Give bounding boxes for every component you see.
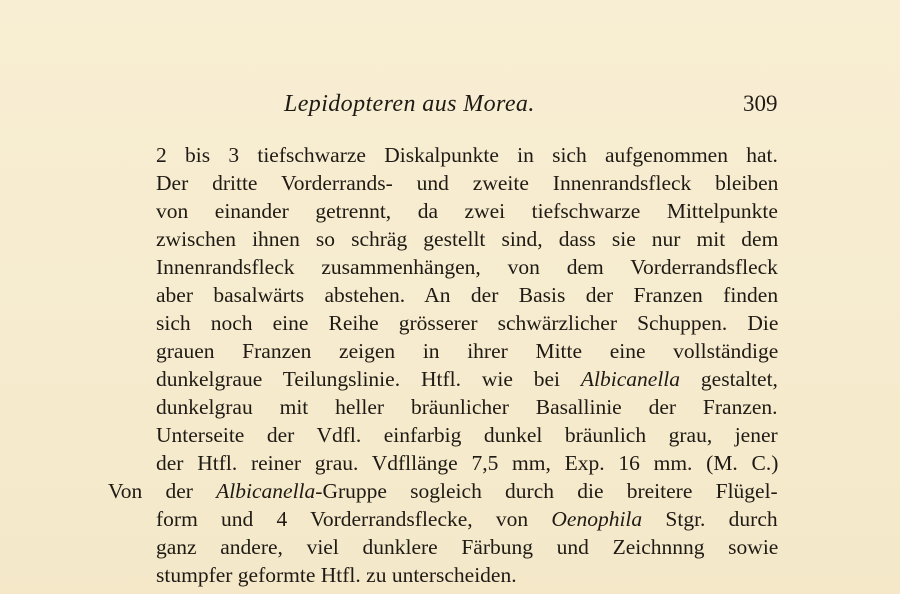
text-line: Unterseite der Vdfl. einfarbig dunkel bräunlich grau, jener xyxy=(156,423,778,447)
text-line: der Htfl. reiner grau. Vdfllänge 7,5 mm, Exp. 16 mm. (M. C.) xyxy=(156,451,779,475)
text-line: zwischen ihnen so schräg gestellt sind, dass sie nur mit dem xyxy=(156,227,779,251)
species-name: Albicanella xyxy=(580,367,681,391)
running-title: Lepidopteren aus Morea. xyxy=(284,91,535,117)
text-line: sich noch eine Reihe grösserer schwärzlicher Schuppen. Die xyxy=(156,311,779,335)
text-line: ganz andere, viel dunklere Färbung und Zeichnnng sowie xyxy=(156,535,779,559)
text-line: grauen Franzen zeigen in ihrer Mitte eine vollständige xyxy=(156,339,779,363)
text-line: form und 4 Vorderrandsflecke, von Oenophila Stgr. durch xyxy=(156,507,778,531)
page-header xyxy=(0,91,900,127)
text-line: stumpfer geformte Htfl. zu unterscheiden. xyxy=(156,563,517,587)
text-line: dunkelgraue Teilungslinie. Htfl. wie bei Albicanella gestaltet, xyxy=(156,367,778,391)
text-line: aber basalwärts abstehen. An der Basis der Franzen finden xyxy=(156,283,779,307)
species-name: Oenophila xyxy=(551,507,643,531)
text-line: 2 bis 3 tiefschwarze Diskalpunkte in sich aufgenommen hat. xyxy=(156,143,778,167)
text-line: von einander getrennt, da zwei tiefschwarze Mittelpunkte xyxy=(156,199,778,223)
text-line: Von der Albicanella-Gruppe sogleich durch die breitere Flügel- xyxy=(108,479,778,503)
text-line: Innenrandsfleck zusammenhängen, von dem Vorderrandsfleck xyxy=(156,255,778,279)
page-number: 309 xyxy=(743,91,778,116)
text-line: dunkelgrau mit heller bräunlicher Basallinie der Franzen. xyxy=(156,395,778,419)
species-name: Albicanella xyxy=(216,479,316,503)
text-line: Der dritte Vorderrands- und zweite Innenrandsfleck bleiben xyxy=(156,171,779,195)
